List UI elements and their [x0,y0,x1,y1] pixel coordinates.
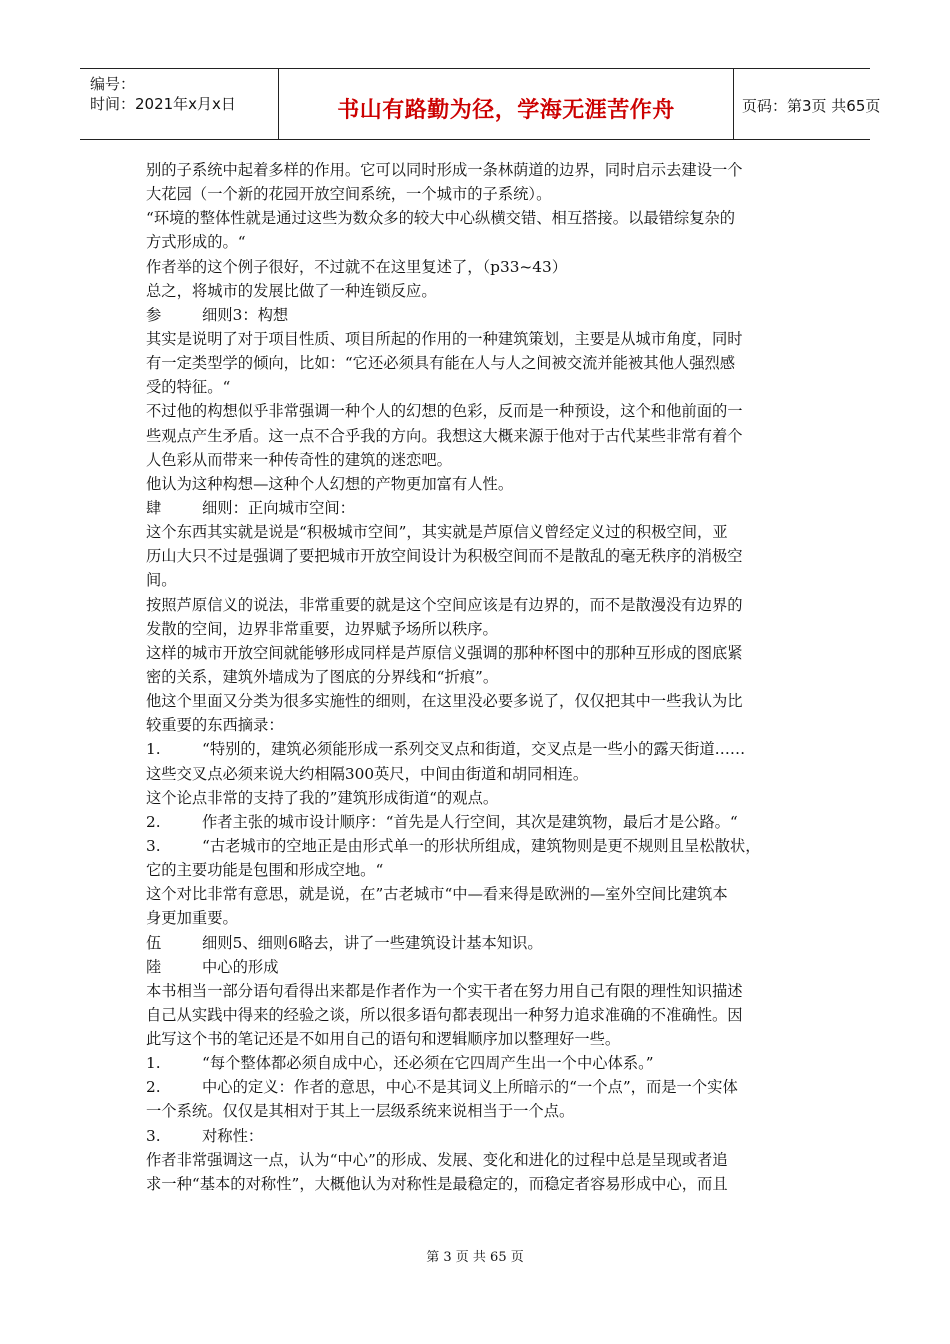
list-marker: 1. [146,1054,161,1073]
text-line [146,424,816,448]
text-line [146,303,816,327]
line-text: 有一定类型学的倾向，比如：“它还必须具有能在人与人之间被交流并能被其他人强烈感 [146,354,736,373]
text-line [146,810,816,834]
text-line [146,255,816,279]
header-motto: 书山有路勤为径，学海无涯苦作舟 [337,98,675,123]
text-line [146,399,816,423]
line-text: 细则5、细则6略去，讲了一些建筑设计基本知识。 [202,933,543,952]
text-line [146,327,816,351]
text-line [146,737,816,761]
line-text: 总之，将城市的发展比做了一种连锁反应。 [146,281,437,300]
line-text: “每个整体都必须自成中心，还必须在它四周产生出一个中心体系。” [202,1054,654,1073]
line-text: 较重要的东西摘录： [146,716,284,735]
line-text: 自己从实践中得来的经验之谈，所以很多语句都表现出一种努力追求准确的不准确性。因 [146,1005,743,1024]
line-text: 作者非常强调这一点，认为“中心”的形成、发展、变化和进化的过程中总是呈现或者追 [146,1150,728,1169]
line-text: 人色彩从而带来一种传奇性的建筑的迷恋吧。 [146,450,452,469]
text-line [146,1148,816,1172]
list-marker: 1. [146,740,161,759]
line-text: 中心的定义：作者的意思，中心不是其词义上所暗示的“一个点”，而是一个实体 [202,1078,738,1097]
line-text: 发散的空间，边界非常重要，边界赋予场所以秩序。 [146,619,498,638]
text-line [146,206,816,230]
list-marker: 伍 [146,933,162,952]
line-text: 本书相当一部分语句看得出来都是作者作为一个实干者在努力用自己有限的理性知识描述 [146,981,743,1000]
line-text: 作者主张的城市设计顺序：“首先是人行空间，其次是建筑物，最后才是公路。“ [202,812,738,831]
text-line [146,979,816,1003]
line-text: 间。 [146,571,177,590]
header-motto-cell [279,69,734,139]
text-line [146,713,816,737]
text-line [146,617,816,641]
line-text: 这个东西其实就是说是“积极城市空间”，其实就是芦原信义曾经定义过的积极空间，亚 [146,523,728,542]
line-text: 细则3：构想 [202,305,289,324]
line-text: 历山大只不过是强调了要把城市开放空间设计为积极空间而不是散乱的毫无秩序的消极空 [146,547,743,566]
line-text: 细则：正向城市空间： [202,498,355,517]
line-text: 此写这个书的笔记还是不如用自己的语句和逻辑顺序加以整理好一些。 [146,1030,621,1049]
text-line [146,1051,816,1075]
text-line [146,641,816,665]
line-text: “特别的，建筑必须能形成一系列交叉点和街道，交叉点是一些小的露天街道…… [202,740,746,759]
text-line [146,1124,816,1148]
line-text: 对称性： [202,1126,264,1145]
line-text: 这些交叉点必须来说大约相隔300英尺，中间由街道和胡同相连。 [146,764,589,783]
text-line [146,230,816,254]
text-line [146,906,816,930]
doc-date-label: 时间：2021年x月x日 [90,95,236,113]
text-line [146,762,816,786]
line-text: 别的子系统中起着多样的作用。它可以同时形成一条林荫道的边界，同时启示去建设一个 [146,161,743,179]
text-line [146,158,816,182]
text-line [146,689,816,713]
text-line [146,375,816,399]
line-text: 这个对比非常有意思，就是说，在”古老城市“中—看来得是欧洲的—室外空间比建筑本 [146,885,728,904]
text-line [146,351,816,375]
line-text: 不过他的构想似乎非常强调一种个人的幻想的色彩，反而是一种预设，这个和他前面的一 [146,402,743,421]
text-line [146,882,816,906]
line-text: 他认为这种构想—这种个人幻想的产物更加富有人性。 [146,474,514,493]
text-line [146,858,816,882]
line-text: 它的主要功能是包围和形成空地。“ [146,861,384,880]
line-text: 大花园（一个新的花园开放空间系统，一个城市的子系统）。 [146,185,552,204]
line-text: 些观点产生矛盾。这一点不合乎我的方向。我想这大概来源于他对于古代某些非常有着个 [146,426,743,445]
line-text: 方式形成的。“ [146,233,246,252]
line-text: 求一种“基本的对称性”，大概他认为对称性是最稳定的，而稳定者容易形成中心，而且 [146,1174,728,1193]
page-header [80,68,881,140]
header-info-cell [80,69,279,139]
text-line [146,544,816,568]
list-marker: 参 [146,305,162,324]
text-line [146,1099,816,1123]
list-marker: 陸 [146,957,162,976]
line-text: 密的关系，建筑外墙成为了图底的分界线和“折痕”。 [146,667,499,686]
line-text: 作者举的这个例子很好，不过就不在这里复述了，（p33~43） [146,257,568,276]
text-line [146,665,816,689]
list-marker: 肆 [146,498,162,517]
page-footer: 第 3 页 共 65 页 [426,1250,524,1265]
text-line [146,955,816,979]
line-text: 这样的城市开放空间就能够形成同样是芦原信义强调的那种杯图中的那种互形成的图底紧 [146,643,743,662]
line-text: 其实是说明了对于项目性质、项目所起的作用的一种建筑策划，主要是从城市角度，同时 [146,329,743,348]
line-text: 中心的形成 [202,957,279,976]
line-text: “环境的整体性就是通过这些为数众多的较大中心纵横交错、相互搭接。以最错综复杂的 [146,209,736,228]
line-text: 按照芦原信义的说法，非常重要的就是这个空间应该是有边界的，而不是散漫没有边界的 [146,595,743,614]
line-text: 这个论点非常的支持了我的”建筑形成街道“的观点。 [146,788,499,807]
list-marker: 3. [146,1126,161,1145]
text-line [146,1027,816,1051]
header-page-cell [734,69,881,139]
list-marker: 3. [146,836,161,855]
doc-id-label: 编号： [90,75,136,93]
text-line [146,1172,816,1196]
text-line [146,834,816,858]
text-line [146,496,816,520]
text-line [146,568,816,592]
text-line [146,448,816,472]
text-line [146,1075,816,1099]
text-line [146,279,816,303]
line-text: 他这个里面又分类为很多实施性的细则，在这里没必要多说了，仅仅把其中一些我认为比 [146,692,743,711]
text-line [146,931,816,955]
list-marker: 2. [146,1078,161,1097]
line-text: 身更加重要。 [146,909,238,928]
text-line [146,786,816,810]
line-text: 受的特征。“ [146,378,231,397]
list-marker: 2. [146,812,161,831]
line-text: 一个系统。仅仅是其相对于其上一层级系统来说相当于一个点。 [146,1102,575,1121]
line-text: “古老城市的空地正是由形式单一的形状所组成，建筑物则是更不规则且呈松散状， [202,836,761,855]
text-line [146,182,816,206]
text-line [146,593,816,617]
body-text [146,158,816,1196]
text-line [146,1003,816,1027]
header-page-number: 页码：第3页 共65页 [742,97,881,115]
text-line [146,520,816,544]
text-line [146,472,816,496]
